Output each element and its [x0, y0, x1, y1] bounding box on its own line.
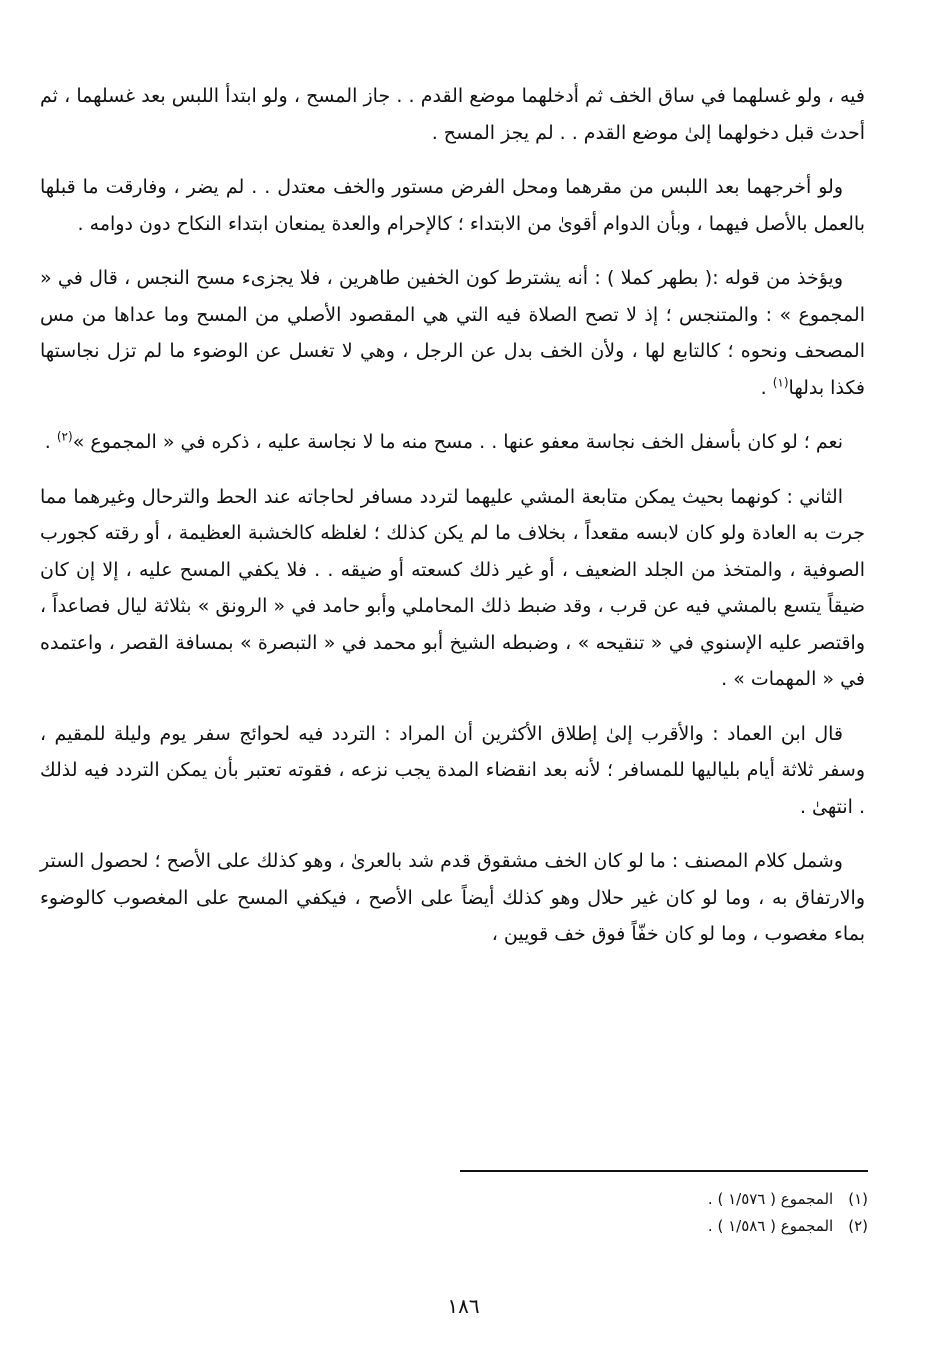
footnote-number: (٢): [848, 1217, 868, 1235]
footnote-number: (١): [848, 1190, 868, 1208]
footnotes: [440, 1186, 868, 1240]
paragraph-1: فيه ، ولو غسلهما في ساق الخف ثم أدخلهما موضع القدم . . جاز المسح ، ولو ابتدأ اللبس بعد غسلهما ، ثم أحدث قبل دخولهما إلىٰ موضع القدم . . لم يجز المسح .: [40, 85, 865, 144]
footnote-1: [440, 1186, 868, 1213]
paragraph-7: وشمل كلام المصنف : ما لو كان الخف مشقوق قدم شد بالعرىٰ ، وهو كذلك على الأصح ؛ لحصول الستر والارتفاق به ، وما لو كان غير حلال وهو كذلك أيضاً على الأصح ، فيكفي المسح على المغصوب كالوضوء بماء مغصوب ، وما لو كان خفّاً فوق خف قويين ،: [40, 850, 865, 945]
paragraph-5: الثاني : كونهما بحيث يمكن متابعة المشي عليهما لتردد مسافر لحاجاته عند الحط والترحال وغيرهما مما جرت به العادة ولو كان لابسه مقعداً ، بخلاف ما لم يكن كذلك ؛ لغلظه كالخشبة العظيمة ، أو رقته كجورب الصوفية ، والمتخذ من الجلد الضعيف ، أو غير ذلك كسعته أو ضيقه . . فلا يكفي المسح عليه ، إلا إن كان ضيقاً يتسع بالمشي فيه عن قرب ، وقد ضبط ذلك المحاملي وأبو حامد في « الرونق » بثلاثة ليال فصاعداً ، واقتصر عليه الإسنوي في « تنقيحه » ، وضبطه الشيخ أبو محمد في « التبصرة » بمسافة القصر ، واعتمده في « المهمات » .: [40, 485, 865, 690]
page-number: ١٨٦: [447, 1294, 480, 1318]
footnote-text: المجموع ( ١/٥٧٦ ) .: [707, 1190, 834, 1208]
footnote-text: المجموع ( ١/٥٨٦ ) .: [707, 1217, 834, 1235]
footnote-2: [440, 1213, 868, 1240]
footnote-ref-2: (٢): [56, 429, 73, 444]
main-text: [40, 78, 865, 971]
footnote-ref-1: (١): [772, 375, 789, 390]
paragraph-4: نعم ؛ لو كان بأسفل الخف نجاسة معفو عنها . . مسح منه ما لا نجاسة عليه ، ذكره في « المجموع »$^{(٢)}$ .: [44, 429, 843, 453]
paragraph-2: ولو أخرجهما بعد اللبس من مقرهما ومحل الفرض مستور والخف معتدل . . لم يضر ، وفارقت ما قبلها بالعمل بالأصل فيهما ، وبأن الدوام أقوىٰ من الابتداء ؛ كالإحرام والعدة يمنعان ابتداء النكاح دون دوامه .: [40, 176, 865, 235]
paragraph-6: قال ابن العماد : والأقرب إلىٰ إطلاق الأكثرين أن المراد : التردد فيه لحوائج سفر يوم وليلة للمقيم ، وسفر ثلاثة أيام بلياليها للمسافر ؛ لأنه بعد انقضاء المدة يجب نزعه ، فقوته تعتبر بأن يمكن التردد فيه لذلك . انتهىٰ .: [40, 722, 865, 818]
footnote-divider: [460, 1170, 868, 1172]
paragraph-3: ويؤخذ من قوله :( بطهر كملا ) : أنه يشترط كون الخفين طاهرين ، فلا يجزىء مسح النجس ، قال في « المجموع » : والمتنجس ؛ إذ لا تصح الصلاة فيه التي هي المقصود الأصلي من المسح وما عداها من مس المصحف ونحوه ؛ كالتابع لها ، ولأن الخف بدل عن الرجل ، وهي لا تغسل عن الوضوء ما لم تزل نجاستها فكذا بدلها$^{(١)}$ .: [40, 267, 865, 399]
